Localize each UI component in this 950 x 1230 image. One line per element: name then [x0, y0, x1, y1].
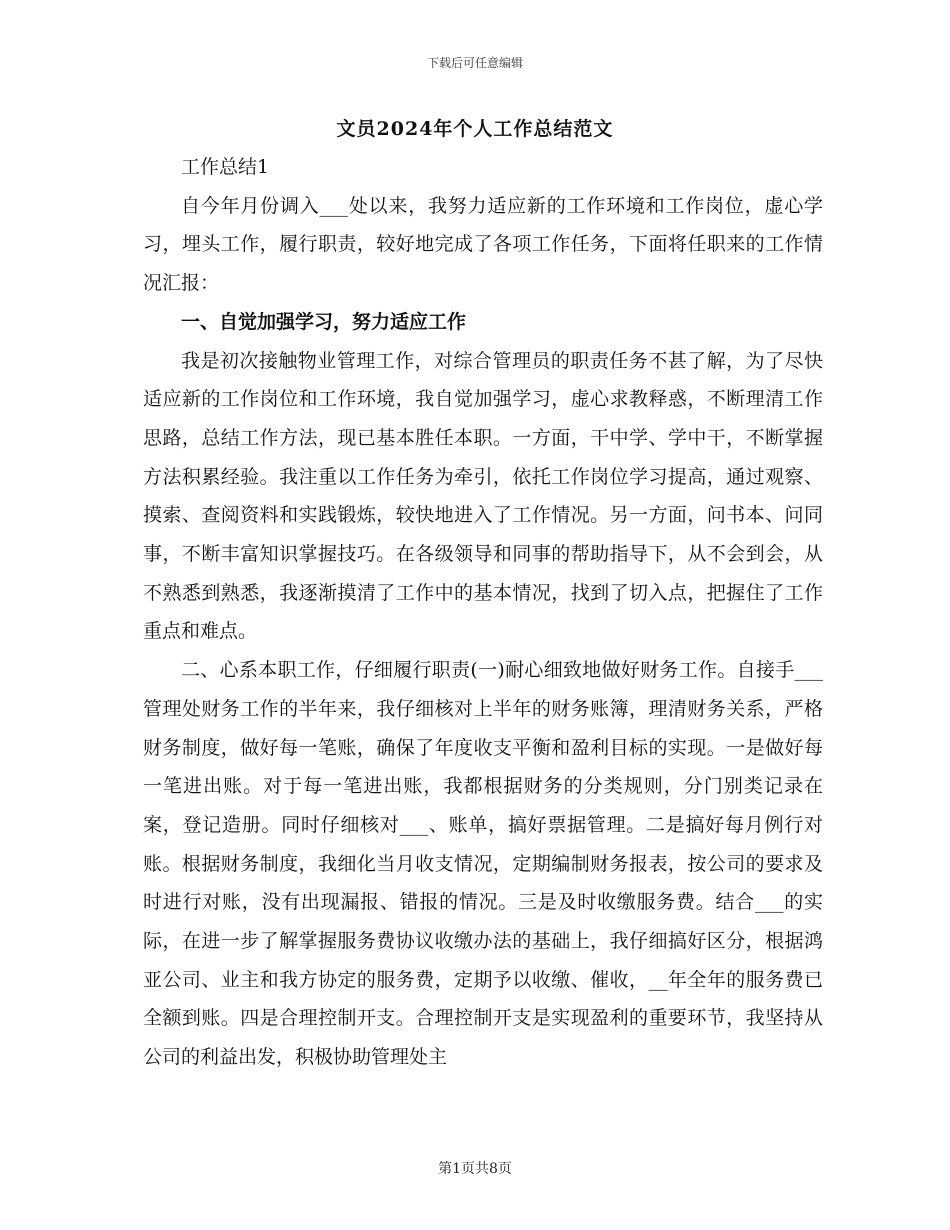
document-body [143, 148, 823, 1077]
header-note: 下载后可任意编辑 [426, 56, 523, 70]
page-number: 第1页共8页 [438, 1161, 512, 1177]
document-title: 文员2024年个人工作总结范文 [336, 118, 614, 140]
section-label: 工作总结1 [181, 156, 270, 178]
intro-paragraph: 自今年月份调入___处以来，我努力适应新的工作环境和工作岗位，虚心学习，埋头工作，履行职责，较好地完成了各项工作任务，下面将任职来的工作情况汇报： [143, 194, 823, 295]
section-heading: 一、自觉加强学习，努力适应工作 [181, 310, 467, 333]
body-paragraph: 我是初次接触物业管理工作，对综合管理员的职责任务不甚了解，为了尽快适应新的工作岗位和工作环境，我自觉加强学习，虚心求教释惑，不断理清工作思路，总结工作方法，现已基本胜任本职。一方面，干中学、学中干，不断掌握方法积累经验。我注重以工作任务为牵引，依托工作岗位学习提高，通过观察、摸索、查阅资料和实践锻炼，较快地进入了工作情况。另一方面，问书本、问同事，不断丰富知识掌握技巧。在各级领导和同事的帮助指导下，从不会到会，从不熟悉到熟悉，我逐渐摸清了工作中的基本情况，找到了切入点，把握住了工作重点和难点。 [143, 349, 823, 643]
body-paragraph: 二、心系本职工作，仔细履行职责(一)耐心细致地做好财务工作。自接手___管理处财务工作的半年来，我仔细核对上半年的财务账簿，理清财务关系，严格财务制度，做好每一笔账，确保了年度收支平衡和盈利目标的实现。一是做好每一笔进出账。对于每一笔进出账，我都根据财务的分类规则，分门别类记录在案，登记造册。同时仔细核对___、账单，搞好票据管理。二是搞好每月例行对账。根据财务制度，我细化当月收支情况，定期编制财务报表，按公司的要求及时进行对账，没有出现漏报、错报的情况。三是及时收缴服务费。结合___的实际，在进一步了解掌握服务费协议收缴办法的基础上，我仔细搞好区分，根据鸿亚公司、业主和我方协定的服务费，定期予以收缴、催收，__年全年的服务费已全额到账。四是合理控制开支。合理控制开支是实现盈利的重要环节，我坚持从公司的利益出发，积极协助管理处主 [143, 659, 823, 1069]
